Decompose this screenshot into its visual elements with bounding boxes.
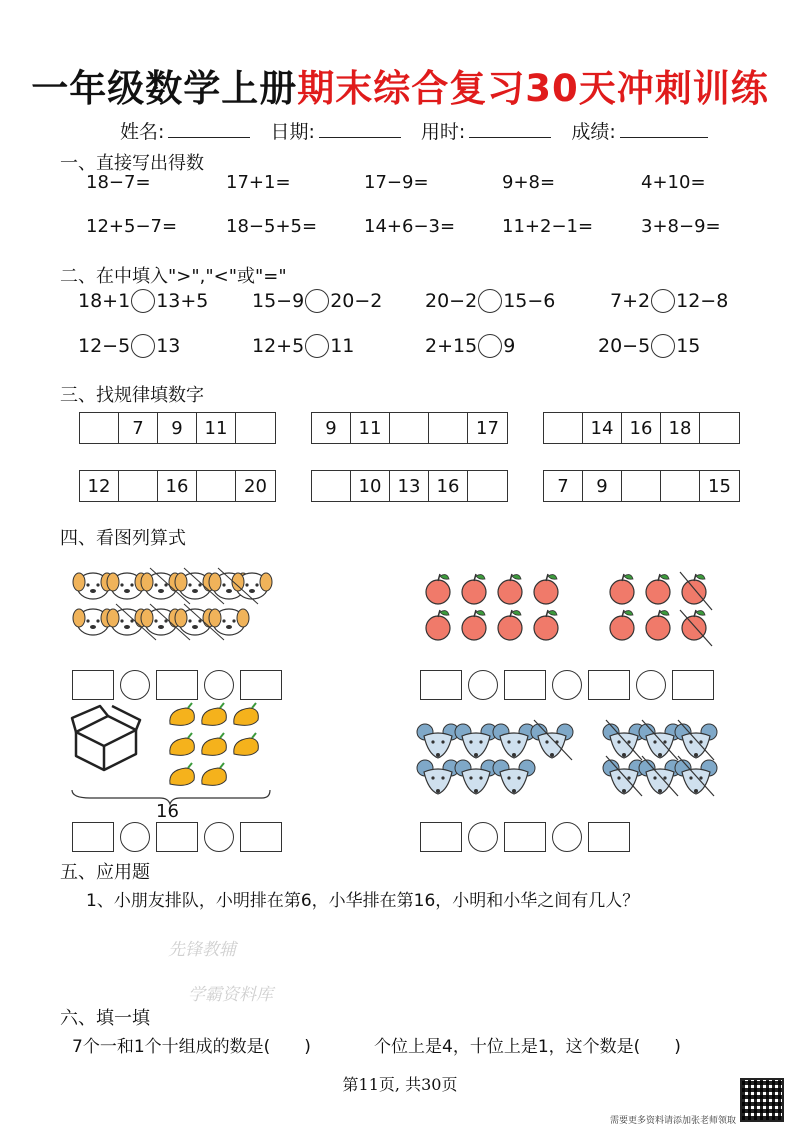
sequence-cell[interactable] xyxy=(429,413,468,443)
calc-expression: 18−5+5= xyxy=(226,216,318,237)
compare-item: 7+2 12−8 xyxy=(610,290,729,312)
section-5-heading: 五、应用题 xyxy=(60,862,150,883)
answer-box[interactable] xyxy=(240,670,282,700)
section-3-heading: 三、找规律填数字 xyxy=(60,385,204,406)
answer-box[interactable] xyxy=(588,822,630,852)
contact-note: 需要更多资料请添加张老师领取 xyxy=(610,1116,737,1126)
number-sequence xyxy=(79,470,276,502)
sequence-cell: 16 xyxy=(158,471,197,501)
compare-circle[interactable] xyxy=(651,334,675,358)
compare-item: 12−5 13 xyxy=(78,335,181,357)
compare-circle[interactable] xyxy=(131,334,155,358)
sequence-cell: 9 xyxy=(583,471,622,501)
operator-circle[interactable] xyxy=(468,670,498,700)
calc-expression: 17+1= xyxy=(226,172,291,193)
number-sequence xyxy=(311,412,508,444)
fill-question-2: 个位上是4，十位上是1，这个数是( ) xyxy=(374,1037,681,1057)
date-label: 日期: xyxy=(270,121,315,143)
sequence-cell[interactable] xyxy=(119,471,158,501)
answer-box[interactable] xyxy=(420,822,462,852)
compare-item: 18+1 13+5 xyxy=(78,290,209,312)
number-sequence xyxy=(543,470,740,502)
sequence-cell: 11 xyxy=(197,413,236,443)
score-label: 成绩: xyxy=(571,121,616,143)
compare-circle[interactable] xyxy=(305,334,329,358)
number-sequence xyxy=(311,470,508,502)
total-label: 16 xyxy=(156,801,179,822)
sequence-cell: 11 xyxy=(351,413,390,443)
number-sequence xyxy=(79,412,276,444)
equation-answer-row xyxy=(72,670,282,700)
compare-circle[interactable] xyxy=(478,334,502,358)
compare-item: 15−9 20−2 xyxy=(252,290,383,312)
watermark-text: 先锋教辅 xyxy=(168,940,236,960)
answer-box[interactable] xyxy=(420,670,462,700)
compare-circle[interactable] xyxy=(305,289,329,313)
sequence-cell: 18 xyxy=(661,413,700,443)
equation-answer-row xyxy=(420,670,714,700)
section-1-heading: 一、直接写出得数 xyxy=(60,153,204,174)
answer-box[interactable] xyxy=(672,670,714,700)
sequence-cell: 7 xyxy=(119,413,158,443)
qr-code-icon xyxy=(740,1078,784,1122)
sequence-cell: 12 xyxy=(80,471,119,501)
operator-circle[interactable] xyxy=(552,670,582,700)
operator-circle[interactable] xyxy=(552,822,582,852)
calc-expression: 3+8−9= xyxy=(641,216,721,237)
sequence-cell: 10 xyxy=(351,471,390,501)
name-label: 姓名: xyxy=(120,121,165,143)
dog-group xyxy=(73,568,272,640)
picture-problems-illustration xyxy=(0,560,800,850)
answer-box[interactable] xyxy=(72,670,114,700)
mouse-group-crossed xyxy=(603,720,717,796)
section-4-heading: 四、看图列算式 xyxy=(60,528,186,549)
date-blank[interactable] xyxy=(319,121,401,138)
page-title: 一年级数学上册期末综合复习30天冲刺训练 xyxy=(31,67,769,110)
section-6-heading: 六、填一填 xyxy=(60,1008,150,1029)
answer-box[interactable] xyxy=(156,670,198,700)
compare-circle[interactable] xyxy=(651,289,675,313)
sequence-cell: 16 xyxy=(622,413,661,443)
page-footer: 第11页, 共30页 xyxy=(342,1075,458,1094)
fill-question-1: 7个一和1个十组成的数是( ) xyxy=(72,1037,311,1057)
time-blank[interactable] xyxy=(469,121,551,138)
sequence-cell[interactable] xyxy=(80,413,119,443)
sequence-cell[interactable] xyxy=(236,413,275,443)
sequence-cell: 14 xyxy=(583,413,622,443)
sequence-cell[interactable] xyxy=(661,471,700,501)
sequence-cell[interactable] xyxy=(197,471,236,501)
operator-circle[interactable] xyxy=(204,822,234,852)
sequence-cell: 20 xyxy=(244,475,267,497)
answer-box[interactable] xyxy=(588,670,630,700)
sequence-cell[interactable] xyxy=(700,413,739,443)
score-blank[interactable] xyxy=(620,121,708,138)
sequence-cell[interactable] xyxy=(312,471,351,501)
sequence-cell[interactable] xyxy=(622,471,661,501)
compare-item: 2+15 9 xyxy=(425,335,516,357)
sequence-cell: 9 xyxy=(312,413,351,443)
equation-answer-row xyxy=(72,822,282,852)
compare-circle[interactable] xyxy=(131,289,155,313)
compare-item: 20−5 15 xyxy=(598,335,701,357)
operator-circle[interactable] xyxy=(636,670,666,700)
calc-expression: 17−9= xyxy=(364,172,429,193)
name-blank[interactable] xyxy=(168,121,250,138)
answer-box[interactable] xyxy=(240,822,282,852)
section-2-heading: 二、在中填入">","<"或"=" xyxy=(60,266,287,287)
time-label: 用时: xyxy=(420,121,466,143)
calc-expression: 9+8= xyxy=(502,172,556,193)
equation-answer-row xyxy=(420,822,630,852)
answer-box[interactable] xyxy=(72,822,114,852)
calc-expression: 12+5−7= xyxy=(86,216,178,237)
operator-circle[interactable] xyxy=(468,822,498,852)
sequence-cell: 16 xyxy=(429,471,468,501)
compare-item: 12+5 11 xyxy=(252,335,355,357)
calc-expression: 14+6−3= xyxy=(364,216,456,237)
box-icon xyxy=(72,706,140,770)
sequence-cell: 15 xyxy=(708,475,731,497)
calc-expression: 11+2−1= xyxy=(502,216,594,237)
student-info-line xyxy=(120,117,722,144)
sequence-cell: 13 xyxy=(390,471,429,501)
sequence-cell: 17 xyxy=(476,417,499,439)
answer-box[interactable] xyxy=(504,670,546,700)
word-problem: 1、小朋友排队，小明排在第6，小华排在第16，小明和小华之间有几人？ xyxy=(86,891,640,911)
mango-group xyxy=(170,703,259,785)
watermark-text: 学霸资料库 xyxy=(188,985,273,1005)
sequence-cell[interactable] xyxy=(468,471,507,501)
operator-circle[interactable] xyxy=(120,670,150,700)
sequence-cell: 9 xyxy=(158,413,197,443)
answer-box[interactable] xyxy=(504,822,546,852)
sequence-cell: 7 xyxy=(544,471,583,501)
mouse-group xyxy=(417,720,573,794)
calc-expression: 18−7= xyxy=(86,172,151,193)
compare-item: 20−2 15−6 xyxy=(425,290,556,312)
apple-group xyxy=(426,572,712,646)
sequence-cell[interactable] xyxy=(544,413,583,443)
answer-box[interactable] xyxy=(156,822,198,852)
calc-expression: 4+10= xyxy=(641,172,706,193)
sequence-cell[interactable] xyxy=(390,413,429,443)
compare-circle[interactable] xyxy=(478,289,502,313)
operator-circle[interactable] xyxy=(204,670,234,700)
operator-circle[interactable] xyxy=(120,822,150,852)
number-sequence xyxy=(543,412,740,444)
